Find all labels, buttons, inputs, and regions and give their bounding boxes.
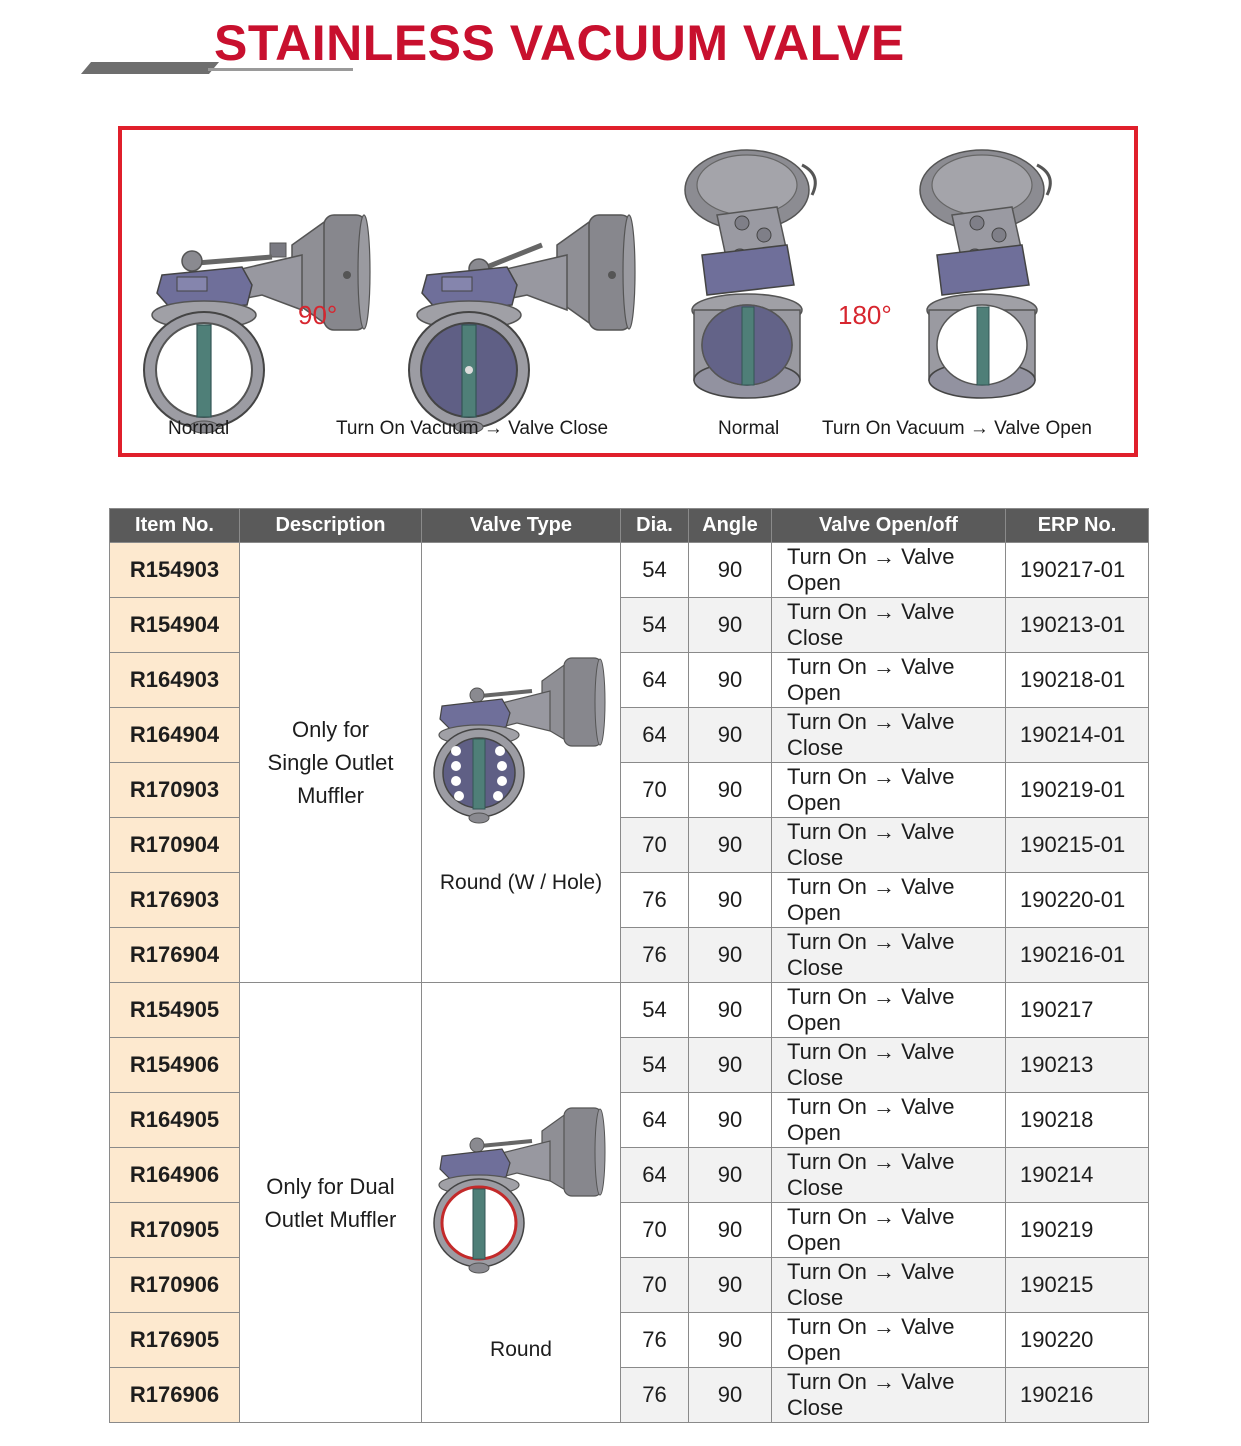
item-no: R176906 xyxy=(110,1368,240,1423)
group-description xyxy=(240,543,422,983)
table-header-row xyxy=(110,509,1149,543)
erp-no: 190217 xyxy=(1006,983,1149,1038)
header-description: Description xyxy=(240,509,422,543)
dia: 70 xyxy=(621,818,689,873)
angle: 90 xyxy=(689,543,772,598)
item-no: R164904 xyxy=(110,708,240,763)
header-valve-type: Valve Type xyxy=(422,509,621,543)
valve-open-180-image xyxy=(917,145,1067,405)
valve-state: Turn On → Valve Close xyxy=(772,708,1006,763)
angle: 90 xyxy=(689,763,772,818)
item-no: R176904 xyxy=(110,928,240,983)
valve-state: Turn On → Valve Open xyxy=(772,1203,1006,1258)
angle: 90 xyxy=(689,1038,772,1093)
dia: 76 xyxy=(621,873,689,928)
erp-no: 190219-01 xyxy=(1006,763,1149,818)
angle: 90 xyxy=(689,1258,772,1313)
valve-state: Turn On → Valve Open xyxy=(772,1093,1006,1148)
item-no: R170905 xyxy=(110,1203,240,1258)
item-no: R164903 xyxy=(110,653,240,708)
valve-state: Turn On → Valve Close xyxy=(772,598,1006,653)
item-no: R154906 xyxy=(110,1038,240,1093)
erp-no: 190216-01 xyxy=(1006,928,1149,983)
angle: 90 xyxy=(689,983,772,1038)
item-no: R164905 xyxy=(110,1093,240,1148)
valve-state: Turn On → Valve Close xyxy=(772,1038,1006,1093)
item-no: R164906 xyxy=(110,1148,240,1203)
item-no: R176905 xyxy=(110,1313,240,1368)
dia: 70 xyxy=(621,1203,689,1258)
item-no: R170903 xyxy=(110,763,240,818)
valve-state: Turn On → Valve Close xyxy=(772,1368,1006,1423)
erp-no: 190214 xyxy=(1006,1148,1149,1203)
dia: 54 xyxy=(621,543,689,598)
angle: 90 xyxy=(689,1093,772,1148)
dia: 76 xyxy=(621,1368,689,1423)
angle-label-180: 180° xyxy=(838,300,892,330)
angle: 90 xyxy=(689,1313,772,1368)
valve-state: Turn On → Valve Open xyxy=(772,983,1006,1038)
valve-normal-90-image xyxy=(142,175,382,435)
dia: 64 xyxy=(621,1148,689,1203)
angle: 90 xyxy=(689,1203,772,1258)
caption-valve-open: Turn On Vacuum → Valve Open xyxy=(822,418,1092,439)
header-angle: Angle xyxy=(689,509,772,543)
item-no: R154905 xyxy=(110,983,240,1038)
erp-no: 190215 xyxy=(1006,1258,1149,1313)
table-row xyxy=(110,983,1149,1038)
erp-no: 190214-01 xyxy=(1006,708,1149,763)
spec-table xyxy=(109,508,1149,1423)
angle: 90 xyxy=(689,928,772,983)
valve-type-text: Round (W / Hole) xyxy=(439,871,603,894)
valve-state: Turn On → Valve Open xyxy=(772,1313,1006,1368)
valve-with-holes-image xyxy=(432,641,612,826)
caption-normal-2: Normal xyxy=(718,418,780,439)
table-row xyxy=(110,543,1149,598)
dia: 64 xyxy=(621,653,689,708)
item-no: R170906 xyxy=(110,1258,240,1313)
title-accent-bar xyxy=(81,62,219,74)
angle: 90 xyxy=(689,818,772,873)
dia: 64 xyxy=(621,1093,689,1148)
dia: 76 xyxy=(621,928,689,983)
description-text: Only for Dual Outlet Muffler xyxy=(264,1173,397,1232)
group-valve-type xyxy=(422,543,621,983)
erp-no: 190213-01 xyxy=(1006,598,1149,653)
erp-no: 190219 xyxy=(1006,1203,1149,1258)
angle: 90 xyxy=(689,653,772,708)
dia: 54 xyxy=(621,983,689,1038)
caption-normal-1: Normal xyxy=(168,418,230,439)
angle-label-90: 90° xyxy=(298,300,338,330)
erp-no: 190213 xyxy=(1006,1038,1149,1093)
item-no: R170904 xyxy=(110,818,240,873)
valve-state: Turn On → Valve Close xyxy=(772,818,1006,873)
dia: 54 xyxy=(621,598,689,653)
dia: 64 xyxy=(621,708,689,763)
angle: 90 xyxy=(689,873,772,928)
item-no: R154903 xyxy=(110,543,240,598)
valve-type-text: Round xyxy=(490,1338,552,1361)
valve-state: Turn On → Valve Open xyxy=(772,543,1006,598)
valve-state: Turn On → Valve Close xyxy=(772,928,1006,983)
dia: 54 xyxy=(621,1038,689,1093)
valve-normal-180-image xyxy=(682,145,832,405)
page-title: STAINLESS VACUUM VALVE xyxy=(214,15,905,71)
angle: 90 xyxy=(689,1368,772,1423)
description-text: Only for Single Outlet Muffler xyxy=(267,717,394,808)
erp-no: 190218 xyxy=(1006,1093,1149,1148)
operation-demo-panel xyxy=(118,126,1138,457)
angle: 90 xyxy=(689,708,772,763)
dia: 76 xyxy=(621,1313,689,1368)
group-valve-type xyxy=(422,983,621,1423)
item-no: R154904 xyxy=(110,598,240,653)
valve-state: Turn On → Valve Open xyxy=(772,873,1006,928)
group-description xyxy=(240,983,422,1423)
valve-round-image xyxy=(432,1091,612,1276)
caption-valve-close: Turn On Vacuum → Valve Close xyxy=(336,418,609,439)
item-no: R176903 xyxy=(110,873,240,928)
erp-no: 190220 xyxy=(1006,1313,1149,1368)
valve-state: Turn On → Valve Open xyxy=(772,763,1006,818)
erp-no: 190217-01 xyxy=(1006,543,1149,598)
angle: 90 xyxy=(689,1148,772,1203)
erp-no: 190216 xyxy=(1006,1368,1149,1423)
header-item-no: Item No. xyxy=(110,509,240,543)
dia: 70 xyxy=(621,763,689,818)
valve-state: Turn On → Valve Open xyxy=(772,653,1006,708)
dia: 70 xyxy=(621,1258,689,1313)
header-valve-state: Valve Open/off xyxy=(772,509,1006,543)
valve-state: Turn On → Valve Close xyxy=(772,1258,1006,1313)
erp-no: 190218-01 xyxy=(1006,653,1149,708)
erp-no: 190220-01 xyxy=(1006,873,1149,928)
header-dia: Dia. xyxy=(621,509,689,543)
erp-no: 190215-01 xyxy=(1006,818,1149,873)
angle: 90 xyxy=(689,598,772,653)
valve-closed-90-image xyxy=(407,175,647,435)
valve-state: Turn On → Valve Close xyxy=(772,1148,1006,1203)
header-erp-no: ERP No. xyxy=(1006,509,1149,543)
